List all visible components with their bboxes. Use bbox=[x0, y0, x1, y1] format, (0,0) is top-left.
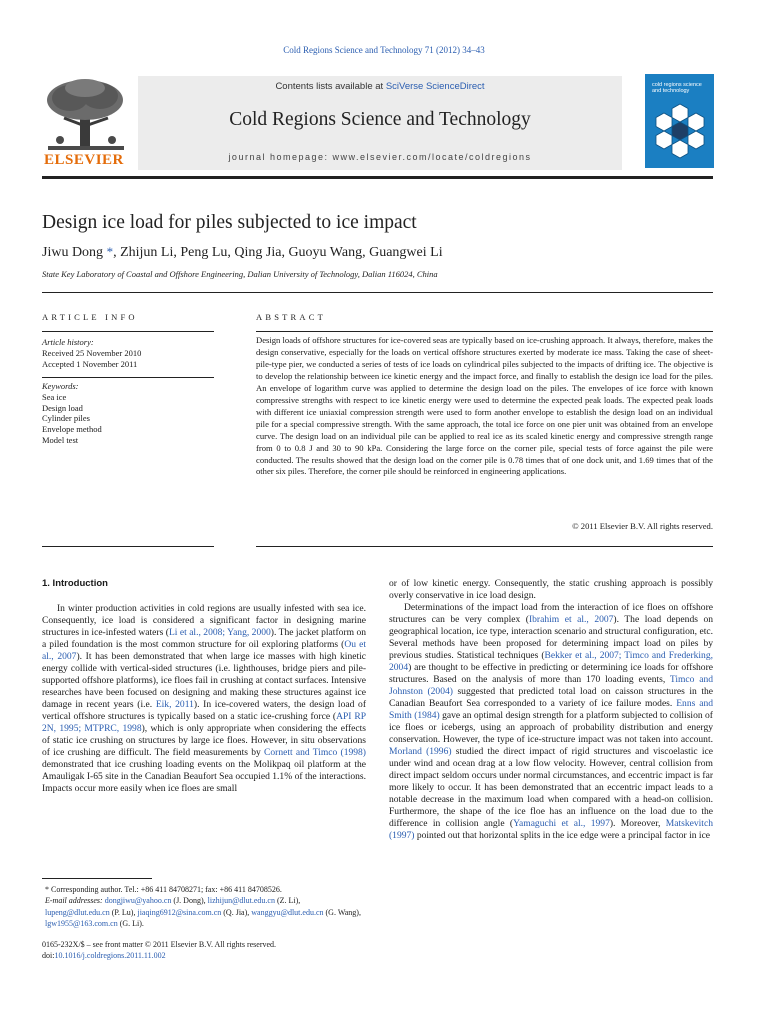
citation-link[interactable]: Li et al., 2008; Yang, 2000 bbox=[168, 627, 271, 638]
keyword: Envelope method bbox=[42, 424, 102, 435]
corresponding-author-link[interactable]: * bbox=[106, 244, 114, 259]
email-link[interactable]: wanggyu@dlut.edu.cn bbox=[251, 907, 324, 917]
doi-link[interactable]: 10.1016/j.coldregions.2011.11.002 bbox=[54, 951, 166, 961]
text-run: suggested that predicted total load on caisson structures in the Canadian Beaufort Sea corresponded to a variety of ice failure modes. bbox=[389, 686, 713, 709]
contents-prefix: Contents lists available at bbox=[275, 81, 386, 92]
contents-available-line bbox=[138, 81, 622, 92]
email-label: E-mail addresses: bbox=[45, 896, 105, 906]
citation-link[interactable]: Timco and Johnston (2004) bbox=[389, 674, 713, 697]
keyword: Cylinder piles bbox=[42, 413, 90, 424]
corresponding-footnote bbox=[42, 884, 366, 895]
publisher-logo-text: ELSEVIER bbox=[44, 152, 124, 168]
sciencedirect-link[interactable]: SciVerse ScienceDirect bbox=[385, 81, 485, 92]
history-label: Article history: bbox=[42, 337, 94, 347]
citation-link[interactable]: Ou et al., 2007 bbox=[42, 639, 366, 662]
keyword: Sea ice bbox=[42, 391, 67, 402]
paragraph-continued: or of low kinetic energy. Consequently, the static crushing approach is possibly overly conservative in ice load design. bbox=[389, 578, 713, 601]
citation-link[interactable]: API RP 2N, 1995; MTPRC, 1998 bbox=[42, 711, 366, 734]
journal-homepage-link[interactable]: journal homepage: www.elsevier.com/locate/coldregions bbox=[228, 152, 532, 162]
email-link[interactable]: dongjiwu@yahoo.cn bbox=[104, 896, 172, 906]
citation-link[interactable]: Yamaguchi et al., 1997 bbox=[513, 818, 610, 829]
affiliation: State Key Laboratory of Coastal and Offshore Engineering, Dalian University of Technology, Dalian 116024, China bbox=[42, 269, 438, 279]
email-link[interactable]: jiaqing6912@sina.com.cn bbox=[137, 907, 222, 917]
keywords-block bbox=[42, 381, 102, 446]
title-rule bbox=[42, 292, 713, 293]
footnotes bbox=[42, 884, 366, 930]
doi-label: doi: bbox=[42, 951, 55, 961]
author-list bbox=[42, 244, 443, 261]
paragraph bbox=[389, 602, 713, 842]
text-run: ). It has been demonstrated that when large ice masses with high kinetic energy collide with vertical-sided structures (i.e. lighthouses, bridge piers and pile-supported offshore platforms), ice floes fail in crushing at contact surfaces. Intensive researches have been focused on designing and making these structures against ice damage in recent years (i.e. bbox=[42, 651, 367, 710]
abstract-rule bbox=[256, 546, 713, 547]
section-heading: 1. Introduction bbox=[42, 578, 108, 589]
email-owner: (G. Wang), bbox=[323, 907, 361, 917]
text-run: ), which is only appropriate when considering the effects of static ice crushing on structures by large ice floes. However, in situ observations of ice crushing are difficult. The field measurements by bbox=[42, 723, 367, 758]
keywords-label: Keywords: bbox=[42, 381, 79, 391]
footnote-rule bbox=[42, 878, 152, 879]
keyword: Model test bbox=[42, 434, 79, 445]
abstract-text: Design loads of offshore structures for ice-covered seas are typically based on ice-crushing approach. It always, therefore, makes the design conservative, especially for the loads on vertical offshore structures exerted by moderate ice mass. Taking the case of sheet-pile-type pier, we conducted a series of tests of ice loads on cylindrical piles subjected to the impacts of drifting ice. The objective is to develop the relationship between ice kinetic energy and the impact force, and finally to establish the design ice load for the piles. An envelope of logarithm curve was applied to determine the design load on the piles. The envelopes of ice force with known compressive strengths with respect to ice kinetic energy were used to determine the expected peak loads. The expected peak loads with different ice uniaxial compression strength were used to form another envelope to establish the design load on an individual pile for a special compressive strength. With the same approach, the total ice force on one pier unit was obtained from an envelope curve. The design load on an individual pile can be applied to real ice as its scaled kinetic energy and compressive strength range from 0 to 0.8 J and 30 to 90 kPa. Considering the large force on the corner pile, special tests of force against the pile were conducted. The results showed that the design load on the corner pile is 0.78 times that of one dock unit, and 1.69 times that of the other six piles. Therefore, the corner pile should be reinforced in engineering applications. bbox=[256, 335, 713, 477]
article-info-rule bbox=[42, 331, 214, 332]
text-run: ). In ice-covered waters, the design load of vertical offshore structures is typically based on a static ice-crushing force ( bbox=[42, 699, 366, 722]
abstract-rule bbox=[256, 331, 713, 332]
citation-link[interactable]: Cornett and Timco (1998) bbox=[264, 747, 366, 758]
other-authors: , Zhijun Li, Peng Lu, Qing Jia, Guoyu Wang, Guangwei Li bbox=[113, 245, 443, 260]
text-run: gave an optimal design strength for a platform subjected to collision of ice floes or icebergs, using an approach of probability distribution and energy conservation. However, the type of ice-structure impact was not taken into account. bbox=[389, 710, 713, 745]
email-link[interactable]: lizhijun@dlut.edu.cn bbox=[207, 896, 275, 906]
cover-title: cold regions science and technology bbox=[652, 82, 702, 94]
body-column-right bbox=[389, 578, 713, 842]
journal-name: Cold Regions Science and Technology bbox=[229, 109, 531, 130]
copyright-notice: © 2011 Elsevier B.V. All rights reserved. bbox=[572, 521, 713, 531]
email-owner: (P. Lu), bbox=[109, 907, 138, 917]
text-run: ). Moreover, bbox=[609, 818, 666, 829]
article-info-heading: ARTICLE INFO bbox=[42, 312, 138, 322]
citation-link[interactable]: Eik, 2011 bbox=[155, 699, 194, 710]
issn-line: 0165-232X/$ – see front matter © 2011 Elsevier B.V. All rights reserved. bbox=[42, 940, 277, 949]
journal-citation-link[interactable]: Cold Regions Science and Technology 71 (2012) 34–43 bbox=[283, 45, 485, 55]
citation-link[interactable]: Bekker et al., 2007; Timco and Frederking, 2004 bbox=[389, 650, 713, 673]
citation-link[interactable]: Enns and Smith (1984) bbox=[389, 698, 714, 721]
text-run: ). The jacket platform on a piled foundation is the most common structure for oil exploring platforms ( bbox=[42, 627, 366, 650]
article-title: Design ice load for piles subjected to ice impact bbox=[42, 212, 417, 233]
text-run: demonstrated that ice crushing loading events on the Molikpaq oil platform at the Amauligak I-65 site in the Canadian Beaufort Sea occupied 1.1% of the interactions. Impacts occur more easily when ice floes are small bbox=[42, 759, 366, 794]
text-run: In winter production activities in cold regions are usually infested with sea ice. Consequently, ice load is considered a significant factor in designing marine structures in ice-infested waters ( bbox=[42, 603, 366, 638]
email-owner: (J. Dong), bbox=[171, 896, 208, 906]
email-link[interactable]: lupeng@dlut.edu.cn bbox=[45, 907, 110, 917]
email-owner: (Z. Li), bbox=[274, 896, 301, 906]
issn-block bbox=[42, 939, 276, 962]
first-author: Jiwu Dong bbox=[42, 245, 107, 260]
text-run: studied the direct impact of rigid structures and viscoelastic ice under wind and ocean drag at a low flow velocity. However, central collision from direct impact seldom occurs under normal circumstances, and eccentric impact is far more likely to occur. It has been demonstrated that an eccentric impact leads to a notable decrease in the maximum load when compared with a head-on collision. Furthermore, the shape of the ice floe has an influence on the load due to the difference in collision angle ( bbox=[389, 746, 713, 829]
citation-link[interactable]: Morland (1996) bbox=[389, 746, 452, 757]
footnote-mark: * bbox=[45, 885, 49, 894]
text-run: pointed out that horizontal splits in the ice edge were a principal factor in ice bbox=[414, 830, 711, 841]
email-owner: (G. Li). bbox=[117, 919, 144, 929]
header-rule bbox=[42, 176, 713, 179]
text-run: ) are thought to be effective in predicting or determining ice loads for offshore structures. Based on the analysis of more than 170 loading events, bbox=[389, 662, 713, 685]
body-column-left bbox=[42, 603, 366, 795]
text-run: Determinations of the impact load from the interaction of ice floes on offshore structures can be very complex ( bbox=[389, 602, 713, 625]
footnote-text: Corresponding author. Tel.: +86 411 84708271; fax: +86 411 84708526. bbox=[49, 885, 282, 894]
journal-cover-thumbnail[interactable] bbox=[645, 74, 714, 168]
article-info-rule bbox=[42, 377, 214, 378]
text-run: ). The load depends on geographical location, ice type, interaction scenario and structural configuration, etc. Several methods have been proposed for determining impact load on piles by previous studies. Statistical techniques ( bbox=[389, 614, 713, 661]
email-footnote bbox=[42, 895, 366, 929]
received-date: Received 25 November 2010 bbox=[42, 348, 142, 358]
citation-link[interactable]: Ibrahim et al., 2007 bbox=[528, 614, 614, 625]
article-info-rule bbox=[42, 546, 214, 547]
paragraph bbox=[42, 603, 366, 795]
abstract-heading: ABSTRACT bbox=[256, 312, 326, 322]
doi-line bbox=[42, 950, 276, 961]
accepted-date: Accepted 1 November 2011 bbox=[42, 359, 138, 369]
keyword: Design load bbox=[42, 402, 83, 413]
hexagon-pattern-icon bbox=[650, 100, 710, 160]
citation-link[interactable]: Matskevitch (1997) bbox=[389, 818, 713, 841]
email-owner: (Q. Jia), bbox=[221, 907, 252, 917]
email-link[interactable]: lgw1955@163.com.cn bbox=[45, 919, 118, 929]
article-history bbox=[42, 337, 141, 370]
